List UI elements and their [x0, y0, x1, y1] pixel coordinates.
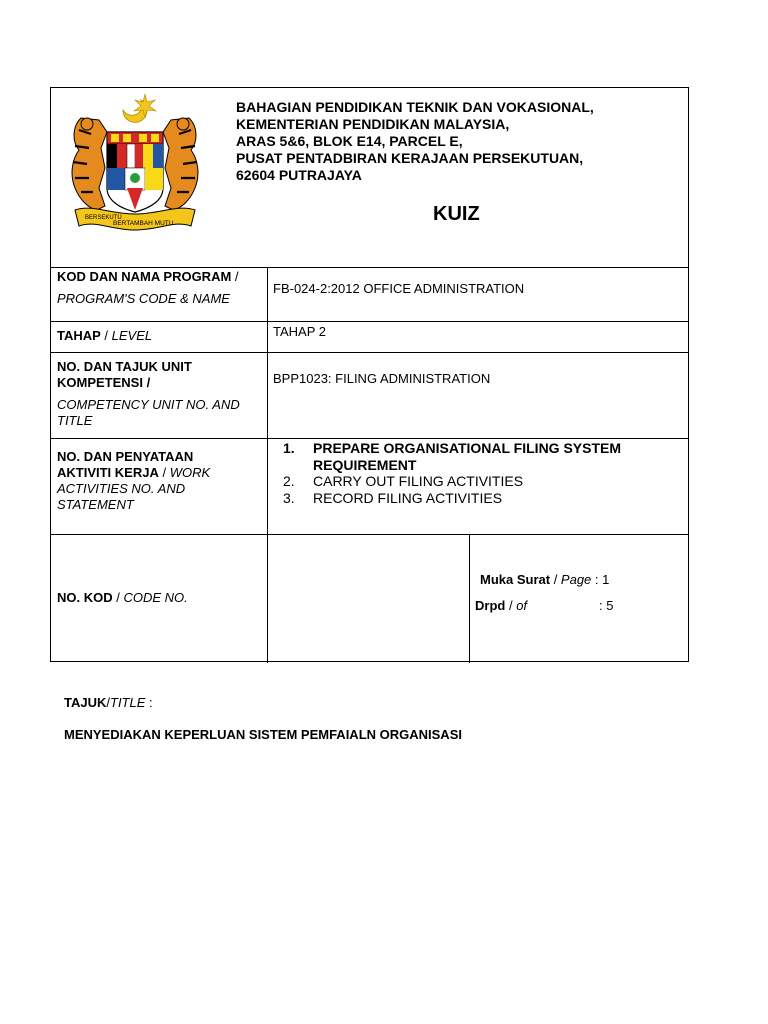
list-item-text: PREPARE ORGANISATIONAL FILING SYSTEM REQUIREMENT — [313, 440, 622, 473]
row-divider — [51, 267, 688, 268]
org-line: KEMENTERIAN PENDIDIKAN MALAYSIA, — [236, 116, 510, 132]
label-colon: : — [145, 695, 153, 710]
label-separator: / — [505, 598, 517, 613]
list-item-number: 2. — [283, 473, 295, 489]
level-label-english: LEVEL — [111, 328, 153, 343]
title-label — [64, 695, 153, 710]
title-value: MENYEDIAKAN KEPERLUAN SISTEM PEMFAIALN ORGANISASI — [64, 727, 462, 742]
unit-label-english: COMPETENCY UNIT NO. AND TITLE — [57, 397, 240, 428]
label-separator: / — [158, 465, 170, 480]
title-label-bold: TAJUK — [64, 695, 107, 710]
level-value: TAHAP 2 — [273, 324, 326, 339]
document-header-table — [50, 87, 689, 662]
org-line: BAHAGIAN PENDIDIKAN TEKNIK DAN VOKASIONAL, — [236, 99, 594, 115]
list-item-text: RECORD FILING ACTIVITIES — [313, 489, 503, 506]
program-label-english: PROGRAM'S CODE & NAME — [57, 291, 230, 306]
activities-label-english: STATEMENT — [57, 497, 134, 512]
of-label-bold: Drpd — [475, 598, 506, 613]
list-item-number: 1. — [283, 440, 295, 456]
code-label-english: CODE NO. — [123, 590, 188, 605]
page-label-english: Page — [560, 572, 592, 587]
code-label — [57, 590, 188, 606]
program-value: FB-024-2:2012 OFFICE ADMINISTRATION — [273, 281, 525, 296]
crest-motto-right: BERTAMBAH MUTU — [113, 220, 174, 227]
org-line: ARAS 5&6, BLOK E14, PARCEL E, — [236, 133, 463, 149]
list-item-number: 3. — [283, 489, 295, 506]
unit-label — [57, 359, 267, 429]
of-label-english: of — [516, 598, 528, 613]
activities-label-bold-line: AKTIVITI KERJA — [57, 465, 159, 480]
level-label — [57, 328, 152, 344]
label-separator: / — [100, 328, 112, 343]
page-total — [475, 598, 675, 614]
malaysia-coat-of-arms-icon — [61, 88, 209, 238]
column-divider — [267, 267, 268, 663]
unit-label-bold-line: NO. DAN TAJUK UNIT — [57, 359, 192, 374]
program-label — [57, 269, 267, 307]
crest-motto-left: BERSEKUTU — [85, 215, 122, 221]
level-label-bold: TAHAP — [57, 328, 101, 343]
page-label-bold: Muka Surat — [480, 572, 551, 587]
column-divider — [469, 534, 470, 663]
label-separator: / — [231, 269, 239, 284]
page-number — [480, 572, 609, 588]
row-divider — [51, 321, 688, 322]
org-line: PUSAT PENTADBIRAN KERAJAAN PERSEKUTUAN, — [236, 150, 584, 166]
of-value: : 5 — [599, 598, 614, 613]
page-value: : 1 — [591, 572, 610, 587]
organization-address — [236, 99, 594, 184]
row-divider — [51, 352, 688, 353]
code-label-bold: NO. KOD — [57, 590, 113, 605]
title-label-english: TITLE — [110, 695, 146, 710]
unit-value: BPP1023: FILING ADMINISTRATION — [273, 371, 491, 386]
activities-label — [57, 449, 267, 513]
document-type-title: KUIZ — [433, 203, 480, 225]
list-item — [283, 490, 673, 507]
label-separator: / — [112, 590, 124, 605]
row-divider — [51, 438, 688, 439]
label-separator: / — [106, 695, 110, 710]
activities-label-english: WORK — [169, 465, 211, 480]
label-separator: / — [550, 572, 561, 587]
list-item-text: CARRY OUT FILING ACTIVITIES — [313, 473, 524, 489]
work-activities-list — [283, 440, 673, 506]
list-item — [283, 473, 673, 490]
activities-label-english: ACTIVITIES NO. AND — [57, 481, 186, 496]
row-divider — [51, 534, 688, 535]
unit-label-bold-line: KOMPETENSI / — [57, 375, 151, 390]
program-label-bold: KOD DAN NAMA PROGRAM — [57, 269, 232, 284]
list-item — [283, 440, 673, 473]
org-line: 62604 PUTRAJAYA — [236, 167, 362, 183]
activities-label-bold-line: NO. DAN PENYATAAN — [57, 449, 194, 464]
